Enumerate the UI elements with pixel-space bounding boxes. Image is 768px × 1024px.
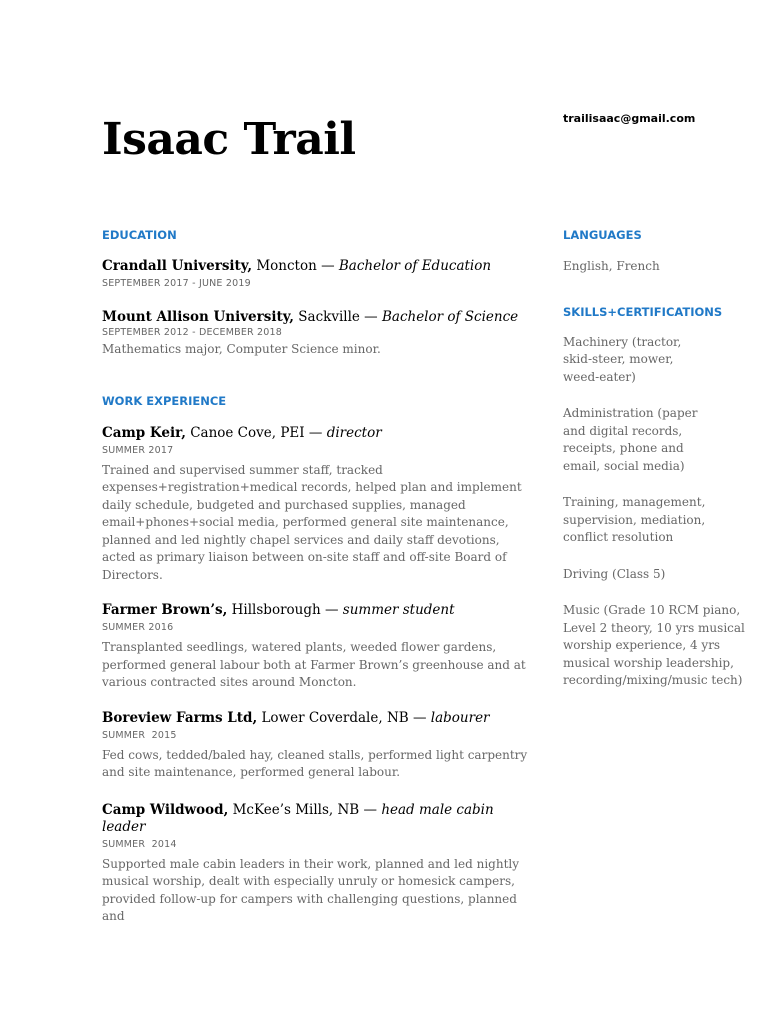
entry-heading bbox=[102, 309, 532, 326]
entry-date: SUMMER 2014 bbox=[102, 838, 177, 850]
entry-date: SEPTEMBER 2012 - DECEMBER 2018 bbox=[102, 327, 283, 338]
entry-place: Canoe Cove, PEI — bbox=[185, 424, 327, 441]
entry-description: Trained and supervised summer staff, tracked expenses+registration+medical records, helped plan and implement daily schedule, budgeted and purchased supplies, managed email+phones+social media, performed general site maintenance, planned and led nightly chapel services and daily staff devotions, acted as primary liaison between on-site staff and off-site Board of Directors. bbox=[102, 462, 522, 582]
entry-role: director bbox=[326, 424, 382, 441]
entry-role: Bachelor of Education bbox=[338, 258, 492, 274]
entry-org: Boreview Farms Ltd, bbox=[102, 709, 258, 726]
languages-list: English, French bbox=[563, 259, 660, 273]
skills-heading: SKILLS+CERTIFICATIONS bbox=[563, 304, 723, 319]
entry-description: Mathematics major, Computer Science minor. bbox=[102, 342, 381, 356]
entry-place: Lower Coverdale, NB — bbox=[257, 709, 431, 726]
languages-heading: LANGUAGES bbox=[563, 228, 642, 242]
skill-item: Music (Grade 10 RCM piano, Level 2 theory, 10 yrs musical worship experience, 4 yrs musical worship leadership, recording/mixing/music tech) bbox=[563, 603, 745, 687]
work-entry bbox=[102, 710, 532, 782]
entry-place: Moncton — bbox=[252, 258, 339, 274]
work-experience-heading: WORK EXPERIENCE bbox=[102, 393, 227, 408]
skill-item: Administration (paper and digital records, receipts, phone and email, social media) bbox=[563, 406, 698, 473]
work-entry bbox=[102, 802, 532, 926]
entry-description: Fed cows, tedded/baled hay, cleaned stalls, performed light carpentry and site maintenance, performed general labour. bbox=[102, 747, 528, 779]
entry-place: Hillsborough — bbox=[227, 602, 343, 618]
skill-item: Machinery (tractor, skid-steer, mower, weed-eater) bbox=[563, 334, 682, 384]
entry-heading bbox=[102, 425, 532, 442]
entry-org: Camp Wildwood, bbox=[102, 801, 229, 818]
entry-role: summer student bbox=[342, 602, 455, 618]
entry-heading bbox=[102, 602, 532, 619]
entry-role: labourer bbox=[430, 709, 490, 726]
side-column bbox=[563, 227, 743, 690]
entry-date: SUMMER 2015 bbox=[102, 729, 177, 741]
entry-heading bbox=[102, 802, 502, 836]
entry-description: Transplanted seedlings, watered plants, weeded flower gardens, performed general labour both at Farmer Brown’s greenhouse and at various contracted sites around Moncton. bbox=[102, 640, 526, 689]
main-column bbox=[102, 227, 532, 926]
work-entry bbox=[102, 425, 532, 585]
entry-description: Supported male cabin leaders in their work, planned and led nightly musical worship, dealt with especially unruly or homesick campers, provided follow-up for campers with challenging questions, planned and bbox=[102, 856, 520, 923]
resume-name: Isaac Trail bbox=[102, 114, 356, 165]
entry-heading bbox=[102, 710, 532, 727]
education-heading: EDUCATION bbox=[102, 228, 177, 242]
entry-place: McKee’s Mills, NB — bbox=[228, 801, 382, 818]
education-entry bbox=[102, 258, 532, 291]
work-entry bbox=[102, 602, 532, 692]
entry-date: SUMMER 2017 bbox=[102, 444, 174, 456]
entry-org: Camp Keir, bbox=[102, 424, 186, 441]
entry-date: SEPTEMBER 2017 - JUNE 2019 bbox=[102, 278, 251, 289]
entry-heading bbox=[102, 258, 532, 275]
entry-role: Bachelor of Science bbox=[381, 309, 519, 325]
skill-item: Training, management, supervision, mediation, conflict resolution bbox=[563, 495, 706, 544]
email-address[interactable]: trailisaac@gmail.com bbox=[563, 112, 696, 125]
skill-item: Driving (Class 5) bbox=[563, 566, 666, 581]
entry-date: SUMMER 2016 bbox=[102, 622, 174, 633]
education-entry bbox=[102, 309, 532, 359]
entry-place: Sackville — bbox=[293, 309, 382, 325]
entry-org: Crandall University, bbox=[102, 258, 253, 274]
entry-org: Farmer Brown’s, bbox=[102, 602, 228, 618]
entry-org: Mount Allison University, bbox=[102, 309, 294, 325]
entry-role: head male cabin leader bbox=[102, 801, 494, 835]
